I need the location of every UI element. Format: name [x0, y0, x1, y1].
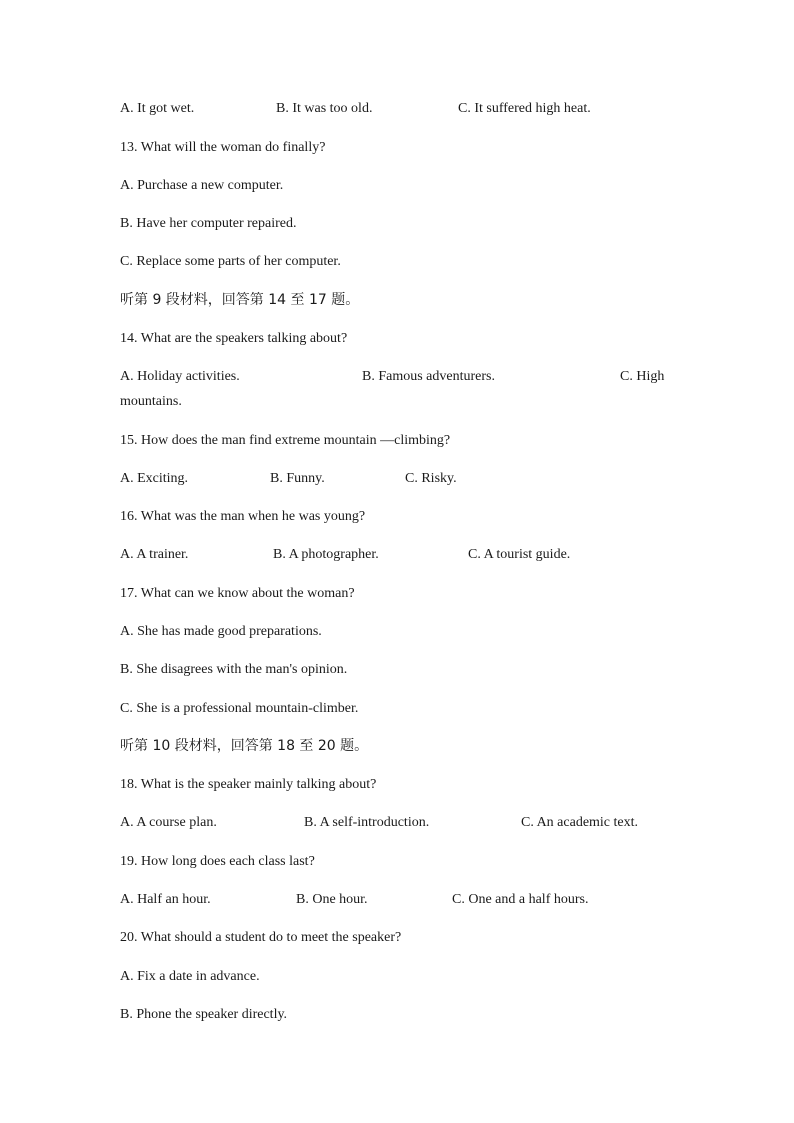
q20-option-a: A. Fix a date in advance.: [120, 969, 260, 984]
q16-option-a: A. A trainer.: [120, 547, 189, 562]
q16-option-b: B. A photographer.: [273, 547, 379, 562]
q13-option-b: B. Have her computer repaired.: [120, 216, 297, 231]
q12-option-a: A. It got wet.: [120, 101, 195, 116]
q18-option-b: B. A self-introduction.: [304, 815, 430, 830]
q14-option-a: A. Holiday activities.: [120, 369, 240, 384]
q16-option-c: C. A tourist guide.: [468, 547, 571, 562]
q18-option-c: C. An academic text.: [521, 815, 639, 830]
q12-option-c: C. It suffered high heat.: [458, 101, 591, 116]
q14-option-b: B. Famous adventurers.: [362, 369, 495, 384]
question-14: 14. What are the speakers talking about?: [120, 331, 348, 346]
q19-option-a: A. Half an hour.: [120, 892, 211, 907]
q14-option-c: C. High: [620, 369, 665, 384]
section-10-heading: 听第 10 段材料，回答第 18 至 20 题。: [120, 738, 369, 754]
q15-option-a: A. Exciting.: [120, 471, 189, 486]
question-18: 18. What is the speaker mainly talking about?: [120, 777, 377, 792]
q15-option-c: C. Risky.: [405, 471, 457, 486]
question-19: 19. How long does each class last?: [120, 854, 315, 869]
question-20: 20. What should a student do to meet the speaker?: [120, 930, 402, 945]
q17-option-c: C. She is a professional mountain-climber.: [120, 701, 359, 716]
q15-option-b: B. Funny.: [270, 471, 325, 486]
q14-option-c-continued: mountains.: [120, 394, 182, 409]
q17-option-b: B. She disagrees with the man's opinion.: [120, 662, 348, 677]
question-17: 17. What can we know about the woman?: [120, 586, 355, 601]
q12-option-b: B. It was too old.: [276, 101, 373, 116]
q19-option-c: C. One and a half hours.: [452, 892, 589, 907]
q17-option-a: A. She has made good preparations.: [120, 624, 322, 639]
question-15: 15. How does the man find extreme mountain —climbing?: [120, 433, 451, 448]
question-16: 16. What was the man when he was young?: [120, 509, 366, 524]
q20-option-b: B. Phone the speaker directly.: [120, 1007, 288, 1022]
q13-option-c: C. Replace some parts of her computer.: [120, 254, 341, 269]
q19-option-b: B. One hour.: [296, 892, 368, 907]
q13-option-a: A. Purchase a new computer.: [120, 178, 284, 193]
q18-option-a: A. A course plan.: [120, 815, 217, 830]
section-9-heading: 听第 9 段材料，回答第 14 至 17 题。: [120, 292, 360, 308]
question-13: 13. What will the woman do finally?: [120, 140, 326, 155]
